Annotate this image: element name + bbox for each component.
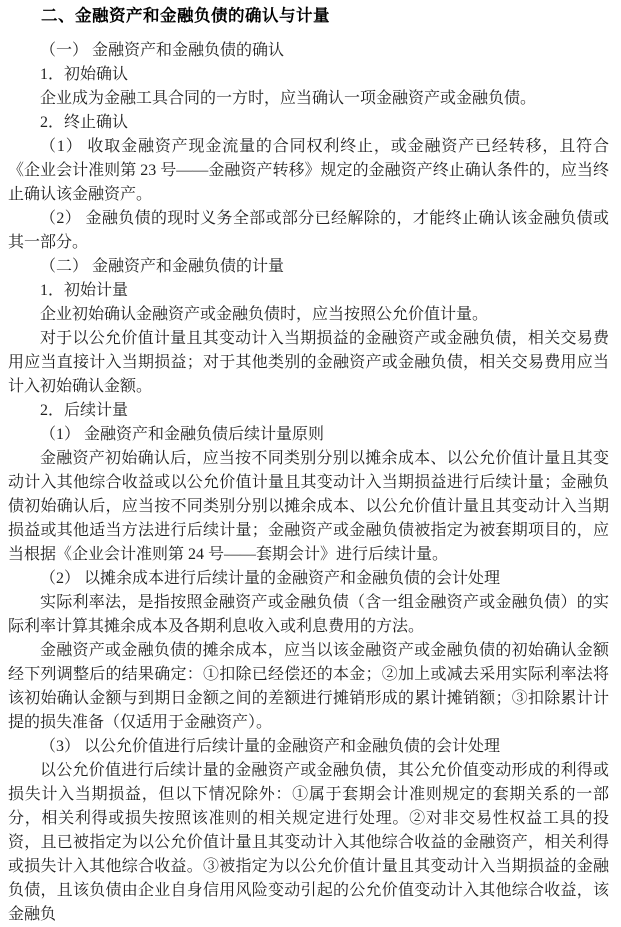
- paragraph: 金融资产初始确认后，应当按不同类别分别以摊余成本、以公允价值计量且其变动计入其他综合收益或以公允价值计量且其变动计入当期损益进行后续计量；金融负债初始确认后，应当按不同类别分别以摊余成本、以公允价值计量且其变动计入当期损益或其他适当方法进行后续计量；金融资产或金融负债被指定为被套期项目的，应当根据《企业会计准则第 24 号——套期会计》进行后续计量。: [8, 450, 609, 563]
- paragraph: （二） 金融资产和金融负债的计量: [40, 258, 285, 275]
- paragraph: 1．初始计量: [40, 282, 129, 299]
- paragraph: 2．后续计量: [40, 402, 129, 419]
- paragraph: 对于以公允价值计量且其变动计入当期损益的金融资产或金融负债，相关交易费用应当直接计入当期损益；对于其他类别的金融资产或金融负债，相关交易费用应当计入初始确认金额。: [8, 330, 609, 395]
- paragraph: 企业初始确认金融资产或金融负债时，应当按照公允价值计量。: [40, 306, 489, 323]
- document-body: [8, 39, 609, 927]
- paragraph: （2） 金融负债的现时义务全部或部分已经解除的，才能终止确认该金融负债或其一部分。: [8, 210, 609, 251]
- paragraph: 企业成为金融工具合同的一方时，应当确认一项金融资产或金融负债。: [40, 90, 537, 107]
- section-heading: 二、金融资产和金融负债的确认与计量: [41, 7, 330, 25]
- paragraph: （3） 以公允价值进行后续计量的金融资产和金融负债的会计处理: [40, 738, 501, 755]
- paragraph: 实际利率法，是指按照金融资产或金融负债（含一组金融资产或金融负债）的实际利率计算其摊余成本及各期利息收入或利息费用的方法。: [8, 594, 609, 635]
- paragraph: （2） 以摊余成本进行后续计量的金融资产和金融负债的会计处理: [40, 570, 501, 587]
- paragraph: 2．终止确认: [40, 114, 129, 131]
- paragraph: 1．初始确认: [40, 66, 129, 83]
- paragraph: （一） 金融资产和金融负债的确认: [40, 42, 285, 59]
- paragraph: 以公允价值进行后续计量的金融资产或金融负债，其公允价值变动形成的利得或损失计入当期损益，但以下情况除外：①属于套期会计准则规定的套期关系的一部分，相关利得或损失按照该准则的相关规定进行处理。②对非交易性权益工具的投资，且已被指定为以公允价值计量且其变动计入其他综合收益的金融资产，相关利得或损失计入其他综合收益。③被指定为以公允价值计量且其变动计入当期损益的金融负债，且该负债由企业自身信用风险变动引起的公允价值变动计入其他综合收益，该金融负: [8, 762, 609, 923]
- paragraph: 金融资产或金融负债的摊余成本，应当以该金融资产或金融负债的初始确认金额经下列调整后的结果确定：①扣除已经偿还的本金；②加上或减去采用实际利率法将该初始确认金额与到期日金额之间的差额进行摊销形成的累计摊销额；③扣除累计计提的损失准备（仅适用于金融资产）。: [8, 642, 609, 731]
- paragraph: （1） 收取金融资产现金流量的合同权利终止，或金融资产已经转移，且符合《企业会计准则第 23 号——金融资产转移》规定的金融资产终止确认条件的，应当终止确认该金融资产。: [8, 138, 609, 203]
- paragraph: （1） 金融资产和金融负债后续计量原则: [40, 426, 325, 443]
